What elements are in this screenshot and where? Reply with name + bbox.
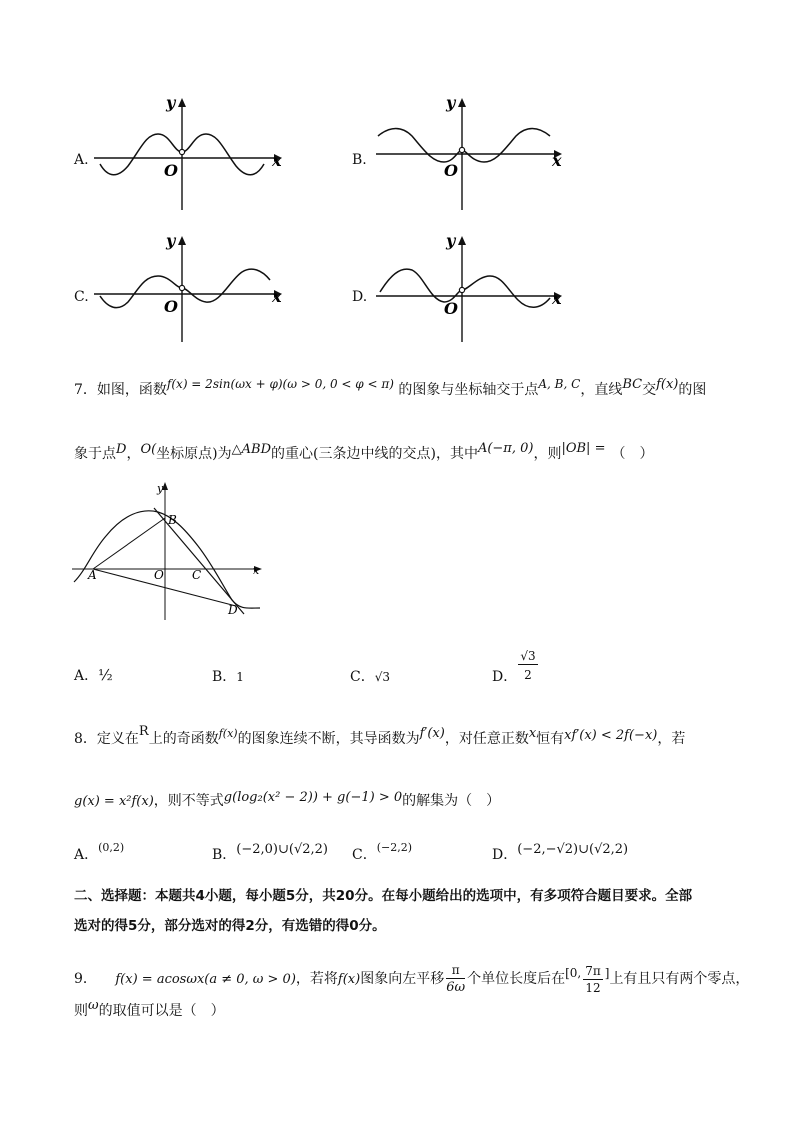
q9-fdef: f(x) = acosωx(a ≠ 0, ω > 0) [115, 972, 296, 987]
graph-b-origin-label: O [444, 161, 458, 180]
q7-option-c-value: √3 [374, 670, 390, 684]
q7-fig-b: B [168, 513, 177, 527]
q9-shift-fraction [446, 964, 465, 994]
q7-text-1b: 的图象与坐标轴交于点 [398, 382, 539, 398]
q8-text-1b: 上的奇函数 [148, 731, 219, 747]
q7-fig-x: x [253, 564, 260, 577]
q8-text-1d: ，对任意正数 [444, 731, 529, 747]
q7-option-b-label: B． [212, 669, 237, 685]
graph-b-x-label: x [552, 151, 562, 170]
graph-option-c [94, 230, 290, 346]
q7-ob: |OB| = [561, 441, 606, 456]
q9-text-2: 图象向左平移 [360, 971, 445, 987]
q9-text-3: 个单位长度后在 [467, 971, 566, 987]
q7-text-1e: 的图 [678, 382, 707, 398]
q7-bc: BC [622, 377, 643, 392]
q7-figure [72, 480, 272, 630]
q7-option-d-fraction [518, 650, 538, 681]
graph-option-c-label: C. [74, 289, 89, 305]
q9-text-4: 上有且只有两个零点， [609, 971, 750, 987]
graph-d-x-label: x [552, 289, 562, 308]
q7-fig-d: D [228, 603, 238, 617]
q7-option-d-den: 2 [524, 668, 532, 682]
q9-interval-open: [0, [565, 966, 582, 980]
q8-gdef: g(x) = x²f(x) [74, 794, 154, 809]
q8-text-1c: 的图象连续不断，其导函数为 [237, 731, 420, 747]
q9-shift-den: 6ω [446, 980, 466, 995]
q7-option-a[interactable] [74, 668, 113, 683]
q8-fpx: f′(x) [419, 726, 445, 741]
q7-text-1d: 交 [642, 382, 657, 398]
q7-option-c-label: C． [350, 669, 375, 685]
q8-text-2b: ，则不等式 [153, 793, 224, 809]
q9-interval-num: 7π [585, 963, 601, 978]
q8-ineq2: g(log₂(x² − 2)) + g(−1) > 0 [223, 790, 403, 805]
q8-line-1 [74, 724, 686, 747]
q8-R: R [138, 724, 149, 739]
graph-option-b-label: B. [352, 152, 367, 168]
q7-option-d-label[interactable]: D． [492, 669, 518, 685]
q7-option-a-value: ½ [98, 666, 113, 684]
q9-interval-close: ] [604, 966, 610, 980]
q7-text-2f: 三条边中线的交点 [318, 446, 431, 462]
q7-fig-a: A [88, 568, 97, 582]
q7-paren: （ ） [611, 446, 654, 462]
q8-option-b-label: B． [212, 847, 237, 863]
graph-b-y-label: y [446, 93, 456, 112]
q7-text-2e: 的重心( [271, 446, 319, 462]
q7-text-2h: ，则 [533, 446, 562, 462]
q8-text-1e: 恒有 [536, 731, 565, 747]
q8-option-a-value: (0,2) [98, 841, 125, 854]
q9-num: 9． [74, 971, 97, 987]
q7-line-1 [74, 377, 707, 398]
q9-shift-num: π [446, 964, 465, 979]
graph-a-origin-label: O [164, 161, 178, 180]
q7-option-d-num: √3 [518, 650, 538, 665]
q7-text-2d: )为 [212, 446, 232, 462]
q8-option-d-value: (−2,−√2)∪(√2,2) [517, 842, 629, 857]
q9-line-2 [74, 998, 225, 1019]
q8-fx: f(x) [218, 727, 238, 740]
q8-option-c-label: C． [352, 847, 377, 863]
q7-point-a: A(−π, 0) [477, 441, 534, 456]
q7-option-b-value: 1 [236, 670, 244, 684]
q8-option-b[interactable] [212, 842, 329, 863]
q7-text-2b: ， [126, 446, 141, 462]
q8-text-1a: 8．定义在 [74, 731, 139, 747]
q7-text-2a: 象于点 [74, 446, 116, 462]
q8-option-c-value: (−2,2) [376, 841, 413, 854]
q8-x: x [528, 726, 537, 741]
q7-triangle: △ABD [231, 442, 272, 457]
graph-d-y-label: y [446, 231, 456, 250]
graph-option-d-label: D. [352, 289, 368, 305]
graph-c-origin-label: O [164, 297, 178, 316]
q7-text-2g: )，其中 [430, 446, 478, 462]
q8-option-c[interactable] [352, 841, 413, 863]
q7-text-1a: 7．如图，函数 [74, 382, 167, 398]
graph-option-b [374, 92, 570, 214]
graph-option-d [374, 230, 570, 346]
graph-option-a [94, 92, 290, 214]
q7-line-2 [74, 441, 654, 462]
q7-option-c[interactable] [350, 670, 390, 684]
graph-a-x-label: x [272, 151, 282, 170]
graph-d-origin-label: O [444, 299, 458, 318]
q7-fig-c: C [192, 568, 202, 582]
section-2-heading-line-2: 选对的得5分，部分选对的得2分，有选错的得0分。 [74, 918, 386, 934]
q7-o: O( [140, 442, 157, 457]
q8-option-a[interactable] [74, 841, 125, 863]
q8-text-1f: ，若 [657, 731, 686, 747]
q8-option-d[interactable] [492, 842, 629, 863]
graph-a-y-label: y [166, 93, 176, 112]
q8-option-a-label: A． [74, 847, 99, 863]
q9-text-1: ，若将 [295, 971, 338, 987]
section-2-heading-line-1: 二、选择题：本题共4小题，每小题5分，共20分。在每小题给出的选项中，有多项符合题目要求。全部 [74, 888, 693, 904]
q7-option-a-label: A． [74, 668, 99, 684]
q7-text-2c: 坐标原点 [156, 446, 213, 462]
q9-interval-den: 12 [585, 980, 601, 995]
q9-text-2a: 则 [74, 1003, 88, 1019]
q7-fx: f(x) [656, 377, 679, 392]
q9-fx: f(x) [337, 972, 361, 987]
q7-fig-y: y [157, 482, 164, 495]
q8-option-d-label: D． [492, 847, 518, 863]
q7-fig-o: O [154, 568, 164, 582]
q7-d: D [116, 442, 127, 457]
q9-text-2b: 的取值可以是（ ） [98, 1003, 225, 1019]
q8-line-2 [74, 790, 501, 809]
q9-interval-fraction [583, 965, 603, 994]
q7-option-b[interactable] [212, 670, 244, 684]
q9-omega: ω [88, 998, 99, 1013]
graph-c-y-label: y [166, 231, 176, 250]
graph-c-x-label: x [272, 287, 282, 306]
q7-text-1c: ，直线 [580, 382, 623, 398]
q8-option-b-value: (−2,0)∪(√2,2) [236, 842, 329, 857]
q8-text-2c: 的解集为（ ） [402, 793, 501, 809]
q9-line-1 [74, 964, 749, 994]
q8-ineq: xf′(x) < 2f(−x) [564, 728, 658, 743]
q7-points: A, B, C [538, 377, 581, 391]
graph-option-a-label: A. [74, 152, 89, 168]
q7-formula: f(x) = 2sin(ωx + φ)(ω > 0, 0 < φ < π) [166, 377, 394, 391]
